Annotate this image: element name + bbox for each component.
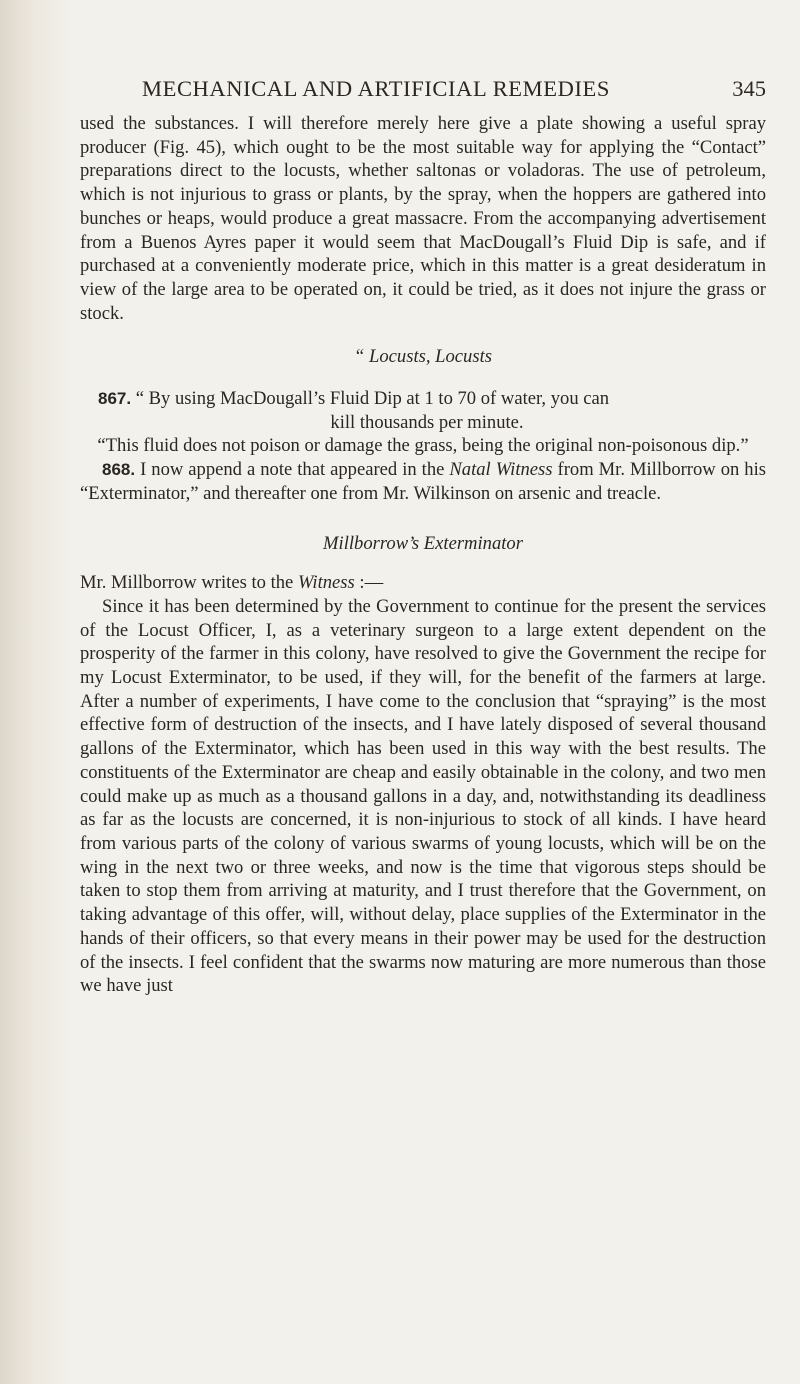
book-page (80, 0, 766, 998)
section-868-text-before: I now append a note that appeared in the (135, 459, 450, 481)
letter-intro (80, 571, 766, 595)
running-head (80, 0, 766, 100)
section-867 (80, 387, 766, 458)
section-868-text-after: from Mr. Millborrow on his “Exterminator,” and thereafter one from Mr. Wilkinson on arsenic and treacle. (80, 459, 767, 504)
page-edge-shadow (0, 0, 70, 1384)
exterminator-heading (80, 532, 766, 556)
advert-heading-text: “ Locusts, Locusts (354, 346, 492, 368)
section-867-quote-2: “This fluid does not poison or damage the grass, being the original non-poisonous dip.” (97, 435, 749, 457)
section-867-line-2: kill thousands per minute. (330, 411, 524, 433)
section-number-867: 867. (98, 389, 132, 409)
page-number: 345 (732, 76, 766, 101)
letter-body: Since it has been determined by the Government to continue for the present the services of the Locust Officer, I, as a veterinary surgeon to a large extent dependent on the prosperity of the farmer in this colony, have resolved to give the Government the recipe for my Locust Exterminator, to be used, if they will, for the benefit of the farmers at large. After a number of experiments, I have come to the conclusion that “spraying” is the most effective form of destruction of the insects, and I have lately disposed of several thousand gallons of the Exterminator, which has been used in this way with the best results. The constituents of the Exterminator are cheap and easily obtainable in the colony, and two men could make up as much as a thousand gallons in a day, and, notwithstanding its deadliness as far as the locusts are concerned, it is non-injurious to stock of all kinds. I have heard from various parts of the colony of various swarms of young locusts, which will be on the wing in the next two or three weeks, and now is the time that vigorous steps should be taken to stop them from arriving at maturity, and I trust therefore that the Government, on taking advantage of this offer, will, without delay, place supplies of the Exterminator in the hands of their officers, so that every means in their power may be used for the destruction of the insects. I feel confident that the swarms now maturing are more numerous than those we have just (80, 595, 766, 997)
running-head-title: MECHANICAL AND ARTIFICIAL REMEDIES (142, 76, 611, 101)
letter-intro-before: Mr. Millborrow writes to the (80, 572, 298, 594)
section-number-868: 868. (102, 460, 136, 480)
paragraph-spray-producer: used the substances. I will therefore merely here give a plate showing a useful spray producer (Fig. 45), which ought to be the most suitable way for applying the “Contact” preparations direct to the locusts, whether saltonas or voladoras. The use of petroleum, which is not injurious to grass or plants, by the spray, when the hoppers are gathered into bunches or heaps, would produce a great massacre. From the accompanying advertisement from a Buenos Ayres paper it would seem that MacDougall’s Fluid Dip is safe, and if purchased at a conveniently moderate price, which in this matter is a great desideratum in view of the large area to be operated on, it could be tried, as it does not injure the grass or stock. (80, 113, 766, 324)
section-867-line-1: “ By using MacDougall’s Fluid Dip at 1 to 70 of water, you can (135, 388, 610, 410)
exterminator-heading-text: Millborrow’s Exterminator (323, 532, 523, 554)
letter-intro-after: :— (354, 572, 384, 594)
letter-intro-newspaper: Witness (297, 572, 355, 594)
section-868-newspaper: Natal Witness (449, 459, 553, 481)
advert-heading (80, 345, 766, 369)
section-867-quote-1 (80, 387, 766, 434)
section-868 (80, 458, 766, 505)
